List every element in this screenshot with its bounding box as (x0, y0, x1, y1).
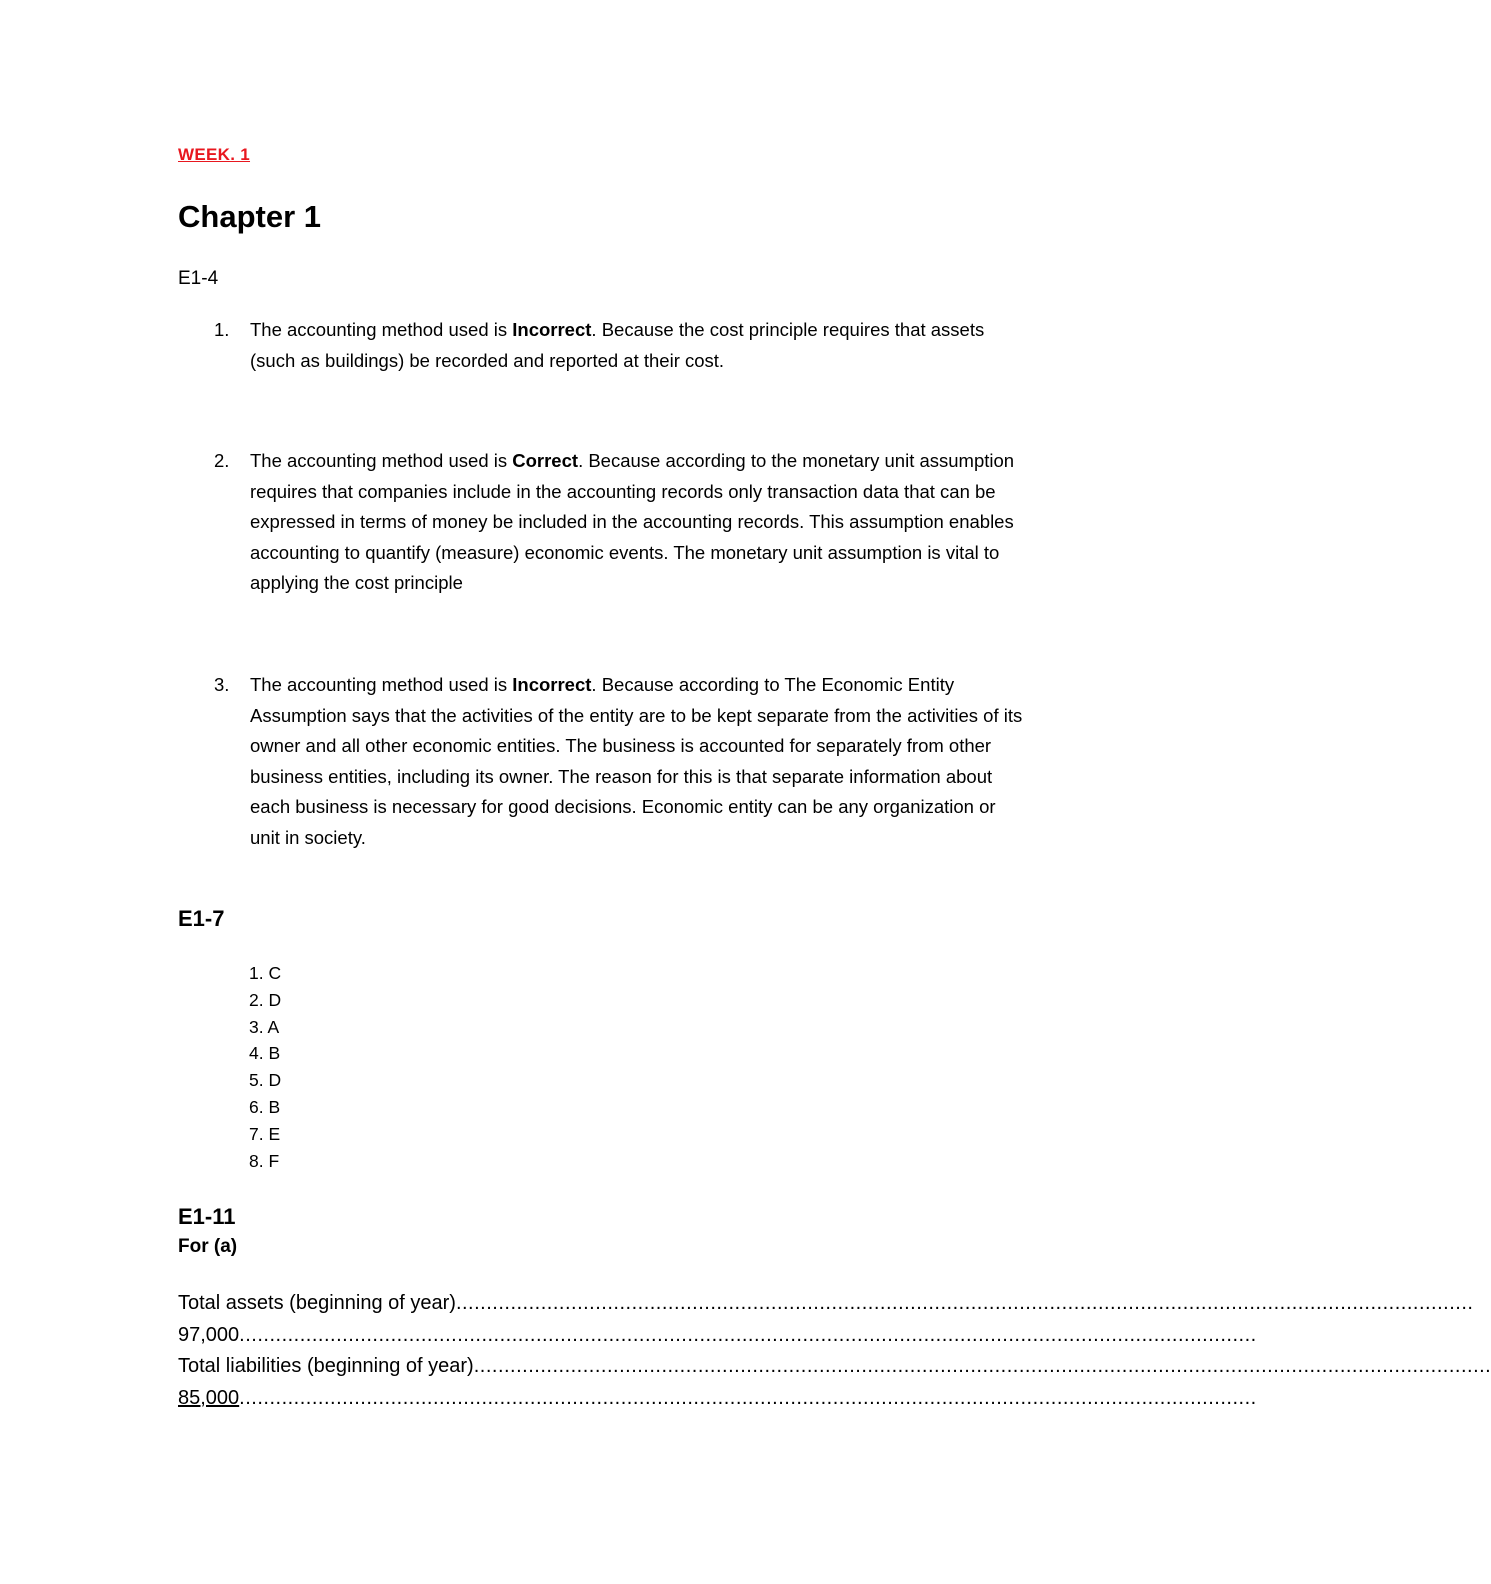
answer-item: 8. F (249, 1150, 280, 1171)
dot-leader: ........................................................................................................................................................................ (473, 1355, 1491, 1377)
item-text (250, 315, 1024, 376)
item-text (250, 446, 1024, 599)
item-number: 2. (214, 450, 230, 471)
item-prefix: The accounting method used is (250, 450, 513, 471)
answer-item: 7. E (249, 1123, 281, 1144)
dot-leader: ........................................................................................................................................................................ (455, 1292, 1474, 1314)
item-number: 3. (214, 674, 230, 695)
ledger-line (178, 1383, 1257, 1415)
exercise-subheading: For (a) (178, 1236, 238, 1257)
answer-item: 4. B (249, 1043, 281, 1064)
item-prefix: The accounting method used is (250, 674, 513, 695)
answer-item: 6. B (249, 1096, 281, 1117)
ledger-line (178, 1320, 1257, 1352)
exercise-heading-e1-11: E1-11 (178, 1204, 236, 1229)
ledger-block (178, 1288, 1491, 1414)
ledger-text: Total assets (beginning of year) (178, 1292, 456, 1314)
ledger-text: 97,000 (178, 1323, 240, 1346)
dot-leader: ........................................................................................................................................................................ (239, 1323, 1257, 1346)
item-number: 1. (214, 319, 230, 340)
answer-item: 3. A (249, 1016, 280, 1037)
ledger-line (178, 1288, 1474, 1320)
ledger-text: 85,000 (178, 1386, 240, 1409)
item-verdict: Correct (512, 450, 579, 471)
week-label: WEEK. 1 (178, 145, 251, 164)
item-rest: . Because according to the monetary unit assumption requires that companies include in the accounting records only transaction data that can be expressed in terms of money be included in the accounting records. This assumption enables accounting to quantify (measure) economic events. The monetary unit assumption is vital to applying the cost principle (250, 450, 1015, 593)
answer-list (249, 960, 281, 1174)
ledger-line (178, 1351, 1491, 1383)
dot-leader: ........................................................................................................................................................................ (239, 1386, 1257, 1409)
ledger-text: Total liabilities (beginning of year) (178, 1355, 474, 1377)
item-prefix: The accounting method used is (250, 319, 513, 340)
item-rest: . Because the cost principle requires that assets (such as buildings) be recorded and reported at their cost. (250, 319, 985, 371)
exercise-heading-e1-7: E1-7 (178, 906, 225, 931)
answer-item: 2. D (249, 989, 282, 1010)
answer-item: 1. C (249, 963, 282, 983)
item-verdict: Incorrect (512, 674, 592, 695)
item-text (250, 670, 1024, 853)
answer-item: 5. D (249, 1070, 282, 1091)
chapter-title: Chapter 1 (178, 199, 321, 234)
item-verdict: Incorrect (512, 319, 592, 340)
exercise-label-e1-4: E1-4 (178, 268, 219, 289)
item-rest: . Because according to The Economic Entity Assumption says that the activities of the entity are to be kept separate from the activities of its owner and all other economic entities. The business is accounted for separately from other business entities, including its owner. The reason for this is that separate information about each business is necessary for good decisions. Economic entity can be any organization or unit in society. (250, 674, 1023, 848)
